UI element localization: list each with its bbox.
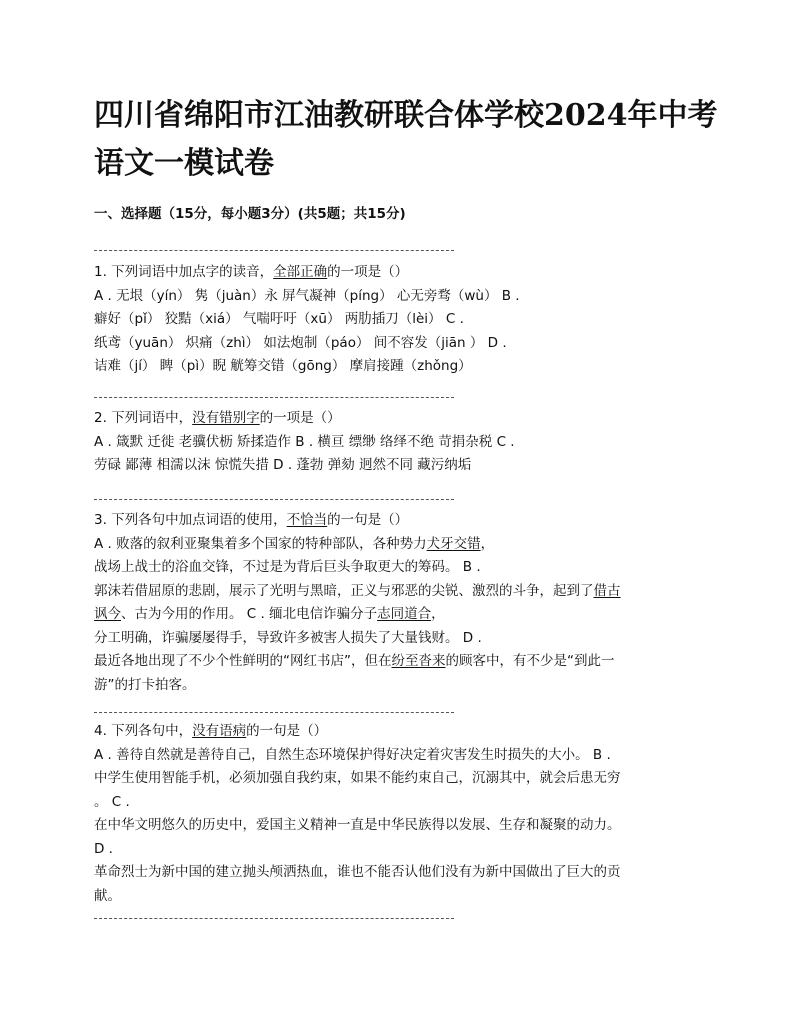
question-1-line: 诘难（jí） 睥（pì）睨 觥筹交错（gōng） 摩肩接踵（zhǒng）: [94, 358, 472, 374]
question-1: [94, 261, 704, 379]
question-2-line: A . 箴默 迁徙 老骥伏枥 矫揉造作 B . 横亘 缥缈 络绎不绝 苛捐杂税 C .: [94, 433, 515, 450]
question-4-line: 革命烈士为新中国的建立抛头颅洒热血，谁也不能否认他们没有为新中国做出了巨大的贡: [94, 864, 621, 880]
emphasis-underline: 没有错别字: [192, 410, 260, 426]
emphasis-underline: 讽今: [94, 606, 121, 622]
emphasis-underline: 犬牙交错: [426, 535, 481, 552]
question-3: [94, 509, 704, 697]
separator: [94, 918, 454, 919]
question-4-line: 中学生使用智能手机，必须加强自我约束，如果不能约束自己，沉溺其中，就会后患无穷: [94, 770, 621, 786]
separator: [94, 397, 454, 398]
question-4-line: 。 C .: [94, 793, 130, 810]
question-4-line: 献。: [94, 887, 121, 904]
emphasis-underline: 纷至沓来: [391, 653, 446, 669]
question-3-line: A . 败落的叙利亚聚集着多个国家的特种部队，各种势力犬牙交错，: [94, 535, 495, 552]
question-1-line: A . 无垠（yín） 隽（juàn）永 屏气凝神（píng） 心无旁骛（wù） B .: [94, 287, 520, 304]
question-1-stem: 1. 下列词语中加点字的读音，全部正确的一项是（）: [94, 264, 409, 280]
question-3-line: 郭沫若借屈原的悲剧，展示了光明与黑暗，正义与邪恶的尖锐、激烈的斗争，起到了借古: [94, 582, 621, 599]
separator: [94, 250, 454, 251]
emphasis-underline: 没有语病: [192, 723, 247, 739]
question-4-line: 在中华文明悠久的历史中，爱国主义精神一直是中华民族得以发展、生存和凝聚的动力。: [94, 817, 621, 833]
emphasis-underline: 不恰当: [286, 512, 328, 528]
question-2-stem: 2. 下列词语中，没有错别字的一项是（）: [94, 410, 341, 426]
question-3-line: 讽今、古为今用的作用。 C . 缅北电信诈骗分子志同道合，: [94, 606, 445, 622]
question-2-line: 劳碌 鄙薄 相濡以沫 惊慌失措 D . 蓬勃 弹劾 迥然不同 藏污纳垢: [94, 457, 472, 473]
question-2: [94, 407, 704, 478]
section-heading: 一、选择题（15分，每小题3分）(共5题；共15分): [94, 206, 406, 222]
question-4-stem: 4. 下列各句中，没有语病的一句是（）: [94, 723, 328, 739]
exam-title: 四川省绵阳市江油教研联合体学校2024年中考语文一模试卷: [94, 98, 718, 181]
question-4-line: D .: [94, 840, 113, 857]
question-1-line: 癖好（pǐ） 狡黠（xiá） 气喘吁吁（xū） 两肋插刀（lèi） C .: [94, 311, 464, 327]
question-1-line: 纸鸢（yuān） 炽痛（zhì） 如法炮制（páo） 间不容发（jiān ） D .: [94, 334, 507, 351]
question-4: [94, 720, 704, 908]
question-3-stem: 3. 下列各句中加点词语的使用，不恰当的一句是（）: [94, 512, 409, 528]
question-4-line: A . 善待自然就是善待自己，自然生态环境保护得好决定着灾害发生时损失的大小。 B .: [94, 746, 611, 763]
separator: [94, 712, 454, 713]
emphasis-underline: 志同道合: [377, 606, 432, 622]
question-3-line: 分工明确，诈骗屡屡得手，导致许多被害人损失了大量钱财。 D .: [94, 629, 482, 646]
question-3-line: 游”的打卡拍客。: [94, 676, 196, 693]
emphasis-underline: 全部正确: [273, 264, 328, 280]
question-3-line: 最近各地出现了不少个性鲜明的“网红书店”，但在纷至沓来的顾客中，有不少是“到此一: [94, 653, 615, 669]
separator: [94, 499, 454, 500]
emphasis-underline: 借古: [593, 582, 621, 599]
question-3-line: 战场上战士的浴血交锋，不过是为背后巨头争取更大的筹码。 B .: [94, 559, 481, 575]
